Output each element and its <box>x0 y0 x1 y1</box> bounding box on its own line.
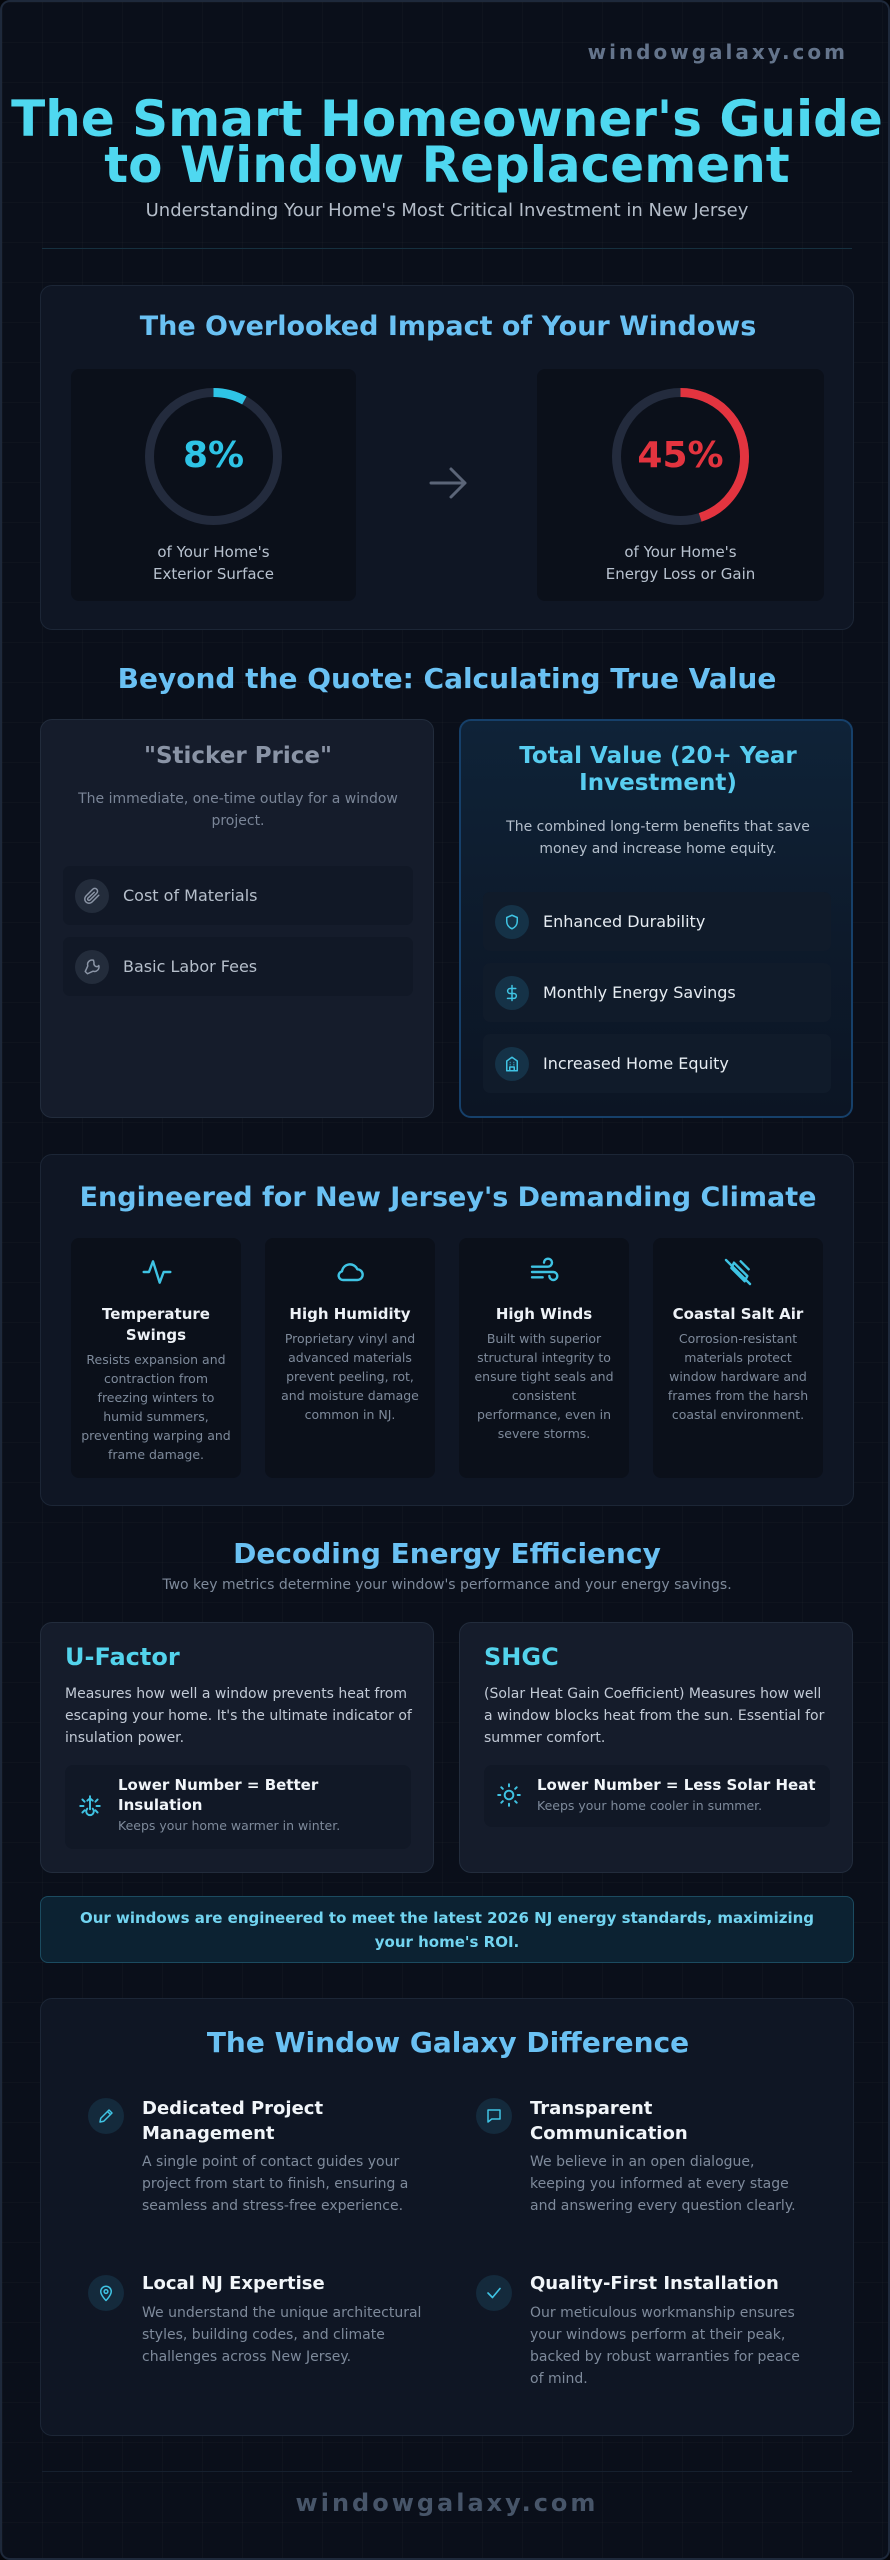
total-title: Total Value (20+ Year Investment) <box>519 743 797 796</box>
cloud-icon <box>334 1256 366 1288</box>
map-pin-icon <box>88 2275 124 2311</box>
arrow-right-icon <box>427 461 471 505</box>
wrench-icon <box>75 950 109 984</box>
ufactor-desc: Measures how well a window prevents heat from escaping your home. It's the ultimate indicator of insulation power. <box>65 1686 412 1746</box>
difference-item-desc: A single point of contact guides your project from start to finish, ensuring a seamless and stress-free experience. <box>142 2154 409 2214</box>
pencil-icon <box>88 2098 124 2134</box>
total-item <box>483 892 831 951</box>
paperclip-icon <box>75 879 109 913</box>
energy-subtitle: Two key metrics determine your window's performance and your energy savings. <box>162 1577 732 1593</box>
ufactor-box-title: Lower Number = Better Insulation <box>118 1776 319 1814</box>
ufactor-title: U-Factor <box>65 1643 180 1671</box>
surface-label-line-1: of Your Home's <box>157 543 270 561</box>
energy-stat <box>537 369 824 601</box>
thermometer-snow-icon <box>77 1793 103 1819</box>
sun-icon <box>496 1782 522 1808</box>
total-item <box>483 1034 831 1093</box>
impact-section <box>40 285 854 630</box>
ufactor-card <box>40 1622 434 1873</box>
ufactor-box <box>65 1765 411 1849</box>
climate-card-title: Coastal Salt Air <box>672 1305 804 1323</box>
shgc-card <box>459 1622 853 1873</box>
ufactor-box-sub: Keeps your home warmer in winter. <box>118 1818 341 1833</box>
sticker-item-label: Basic Labor Fees <box>123 957 258 976</box>
wind-icon <box>528 1256 560 1288</box>
sticker-desc: The immediate, one-time outlay for a window project. <box>78 791 398 829</box>
climate-title: Engineered for New Jersey's Demanding Climate <box>79 1182 817 1213</box>
value-title: Beyond the Quote: Calculating True Value <box>117 662 777 695</box>
brand-header: windowgalaxy.com <box>587 40 848 64</box>
header-divider <box>42 248 852 249</box>
pen-slash-icon <box>722 1256 754 1288</box>
difference-section <box>40 1998 854 2436</box>
sticker-item <box>63 866 413 925</box>
pulse-icon <box>141 1256 173 1288</box>
total-item-label: Enhanced Durability <box>543 912 706 931</box>
shgc-box-title: Lower Number = Less Solar Heat <box>537 1776 816 1794</box>
climate-section <box>40 1154 854 1506</box>
surface-percent: 8% <box>182 435 245 476</box>
energy-title: Decoding Energy Efficiency <box>233 1537 661 1570</box>
climate-card <box>265 1238 435 1478</box>
chat-icon <box>476 2098 512 2134</box>
energy-label-line-2: Energy Loss or Gain <box>605 565 756 583</box>
surface-label <box>71 541 356 585</box>
climate-card-desc: Resists expansion and contraction from freezing winters to humid summers, preventing warping and frame damage. <box>81 1352 231 1462</box>
shgc-desc: (Solar Heat Gain Coefficient) Measures how well a window blocks heat from the sun. Essential for summer comfort. <box>484 1686 825 1746</box>
difference-item-title: Local NJ Expertise <box>142 2273 325 2294</box>
climate-card-desc: Corrosion-resistant materials protect window hardware and frames from the harsh coastal environment. <box>667 1331 809 1422</box>
sticker-price-card <box>40 719 434 1118</box>
surface-label-line-2: Exterior Surface <box>152 565 275 583</box>
footer-divider <box>42 2471 852 2472</box>
building-icon <box>495 1047 529 1081</box>
sticker-item <box>63 937 413 996</box>
total-value-card <box>459 719 853 1118</box>
difference-item-title: Dedicated Project Management <box>142 2098 324 2144</box>
climate-card-desc: Built with superior structural integrity to ensure tight seals and consistent performance, even in severe storms. <box>474 1331 614 1441</box>
energy-label <box>537 541 824 585</box>
difference-item-desc: Our meticulous workmanship ensures your windows perform at their peak, backed by robust warranties for peace of mind. <box>530 2305 800 2387</box>
total-desc: The combined long-term benefits that save money and increase home equity. <box>506 819 810 857</box>
energy-percent: 45% <box>637 435 724 476</box>
energy-label-line-1: of Your Home's <box>624 543 737 561</box>
difference-item-desc: We believe in an open dialogue, keeping you informed at every stage and answering every question clearly. <box>530 2154 796 2214</box>
total-item <box>483 963 831 1022</box>
page-subtitle: Understanding Your Home's Most Critical Investment in New Jersey <box>145 200 749 221</box>
climate-card <box>653 1238 823 1478</box>
page-title <box>2 90 890 194</box>
brand-footer: windowgalaxy.com <box>295 2489 599 2517</box>
climate-card-desc: Proprietary vinyl and advanced materials prevent peeling, rot, and moisture damage common in NJ. <box>281 1331 419 1422</box>
climate-card-title: High Humidity <box>289 1305 411 1323</box>
sticker-item-label: Cost of Materials <box>123 886 258 905</box>
impact-title: The Overlooked Impact of Your Windows <box>139 311 757 342</box>
climate-card <box>71 1238 241 1478</box>
shgc-box <box>484 1765 830 1827</box>
total-item-label: Increased Home Equity <box>543 1054 729 1073</box>
difference-item-title: Transparent Communication <box>530 2098 688 2144</box>
check-icon <box>476 2275 512 2311</box>
page-title-line-2: to Window Replacement <box>104 136 790 194</box>
shield-icon <box>495 905 529 939</box>
difference-title: The Window Galaxy Difference <box>206 2026 690 2059</box>
shgc-box-sub: Keeps your home cooler in summer. <box>537 1798 763 1813</box>
climate-card <box>459 1238 629 1478</box>
climate-card-title: High Winds <box>495 1305 593 1323</box>
total-item-label: Monthly Energy Savings <box>543 983 736 1002</box>
shgc-title: SHGC <box>484 1643 559 1671</box>
standards-banner: Our windows are engineered to meet the latest 2026 NJ energy standards, maximizing your home's ROI. <box>40 1896 854 1963</box>
sticker-title: "Sticker Price" <box>144 743 332 769</box>
climate-card-title: Temperature Swings <box>102 1305 210 1344</box>
difference-item-desc: We understand the unique architectural styles, building codes, and climate challenges across New Jersey. <box>142 2305 422 2365</box>
dollar-icon <box>495 976 529 1010</box>
difference-item-title: Quality-First Installation <box>530 2273 779 2294</box>
surface-stat <box>71 369 356 601</box>
page-title-line-1: The Smart Homeowner's Guide <box>11 90 883 148</box>
